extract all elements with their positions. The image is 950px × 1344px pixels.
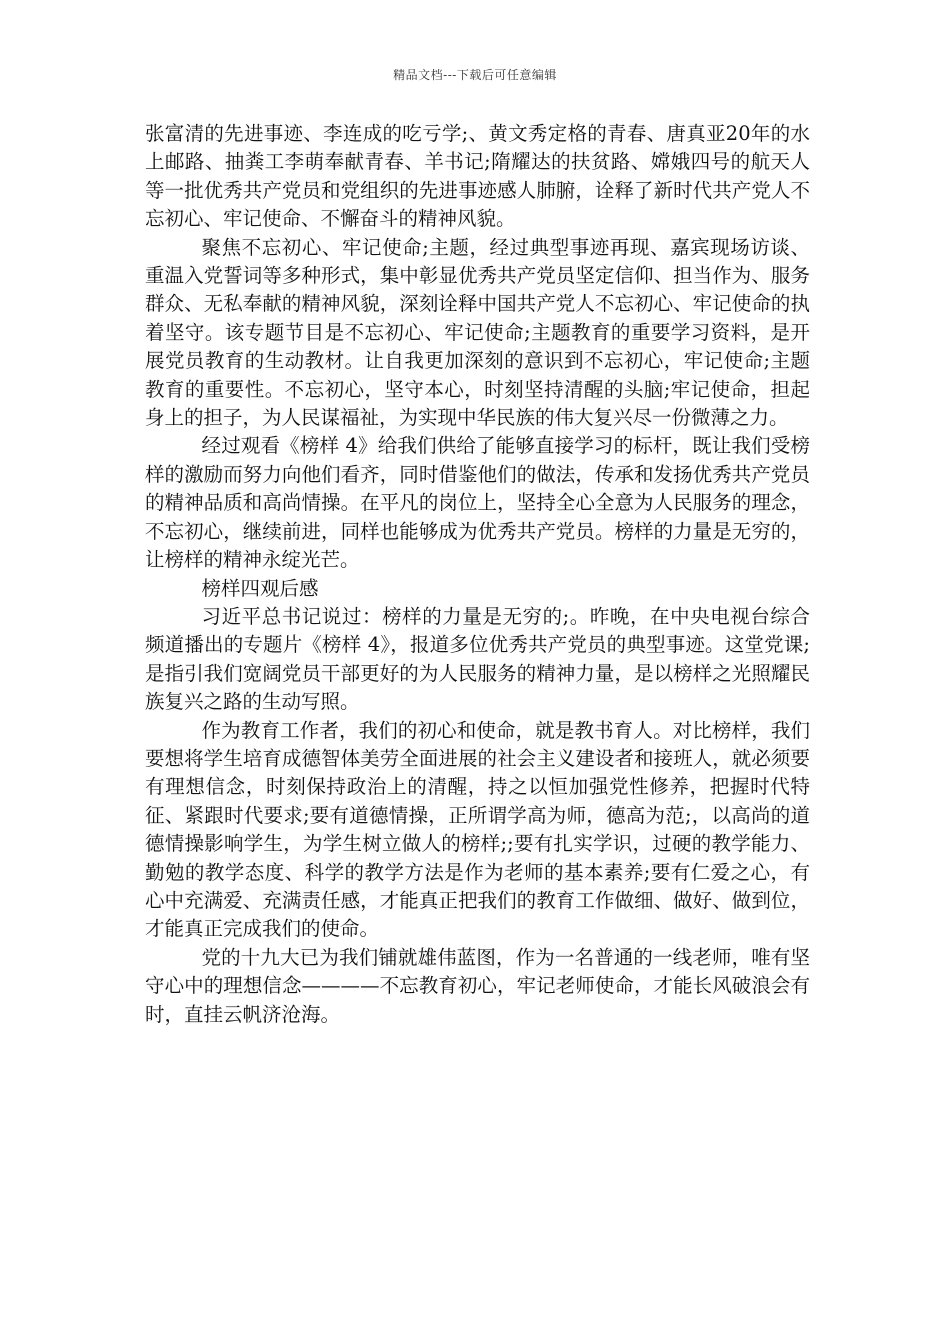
paragraph: 聚焦不忘初心、牢记使命;主题，经过典型事迹再现、嘉宾现场访谈、重温入党誓词等多种形式，集中彰显优秀共产党员坚定信仰、担当作为、服务群众、无私奉献的精神风貌，深刻诠释中国共产党人不忘初心、牢记使命的执着坚守。该专题节目是不忘初心、牢记使命;主题教育的重要学习资料，是开展党员教育的生动教材。让自我更加深刻的意识到不忘初心，牢记使命;主题教育的重要性。不忘初心，坚守本心，时刻坚持清醒的头脑;牢记使命，担起身上的担子，为人民谋福祉，为实现中华民族的伟大复兴尽一份微薄之力。 bbox=[145, 235, 810, 430]
paragraph: 经过观看《榜样 4》给我们供给了能够直接学习的标杆，既让我们受榜样的激励而努力向他们看齐，同时借鉴他们的做法，传承和发扬优秀共产党员的精神品质和高尚情操。在平凡的岗位上，坚持全心全意为人民服务的理念，不忘初心，继续前进，同样也能够成为优秀共产党员。榜样的力量是无穷的，让榜样的精神永绽光芒。 bbox=[145, 434, 810, 572]
page-header: 精品文档---下载后可任意编辑 bbox=[393, 68, 557, 82]
section-heading: 榜样四观后感 bbox=[201, 576, 319, 600]
paragraph: 党的十九大已为我们铺就雄伟蓝图，作为一名普通的一线老师，唯有坚守心中的理想信念————不忘教育初心，牢记老师使命，才能长风破浪会有时，直挂云帆济沧海。 bbox=[145, 945, 810, 1026]
paragraph: 习近平总书记说过：榜样的力量是无穷的;。昨晚，在中央电视台综合频道播出的专题片《榜样 4》，报道多位优秀共产党员的典型事迹。这堂党课;是指引我们宽阔党员干部更好的为人民服务的精神力量，是以榜样之光照耀民族复兴之路的生动写照。 bbox=[145, 604, 810, 714]
paragraph: 张富清的先进事迹、李连成的吃亏学;、黄文秀定格的青春、唐真亚20年的水上邮路、抽粪工李萌奉献青春、羊书记;隋耀达的扶贫路、嫦娥四号的航天人等一批优秀共产党员和党组织的先进事迹感人肺腑，诠释了新时代共产党人不忘初心、牢记使命、不懈奋斗的精神风貌。 bbox=[145, 122, 810, 231]
paragraph: 作为教育工作者，我们的初心和使命，就是教书育人。对比榜样，我们要想将学生培育成德智体美劳全面进展的社会主义建设者和接班人，就必须要有理想信念，时刻保持政治上的清醒，持之以恒加强党性修养，把握时代特征、紧跟时代要求;要有道德情操，正所谓学高为师，德高为范;，以高尚的道德情操影响学生，为学生树立做人的榜样;;要有扎实学识，过硬的教学能力、勤勉的教学态度、科学的教学方法是作为老师的基本素养;要有仁爱之心，有心中充满爱、充满责任感，才能真正把我们的教育工作做细、做好、做到位，才能真正完成我们的使命。 bbox=[145, 718, 810, 941]
document-body bbox=[145, 120, 810, 1029]
